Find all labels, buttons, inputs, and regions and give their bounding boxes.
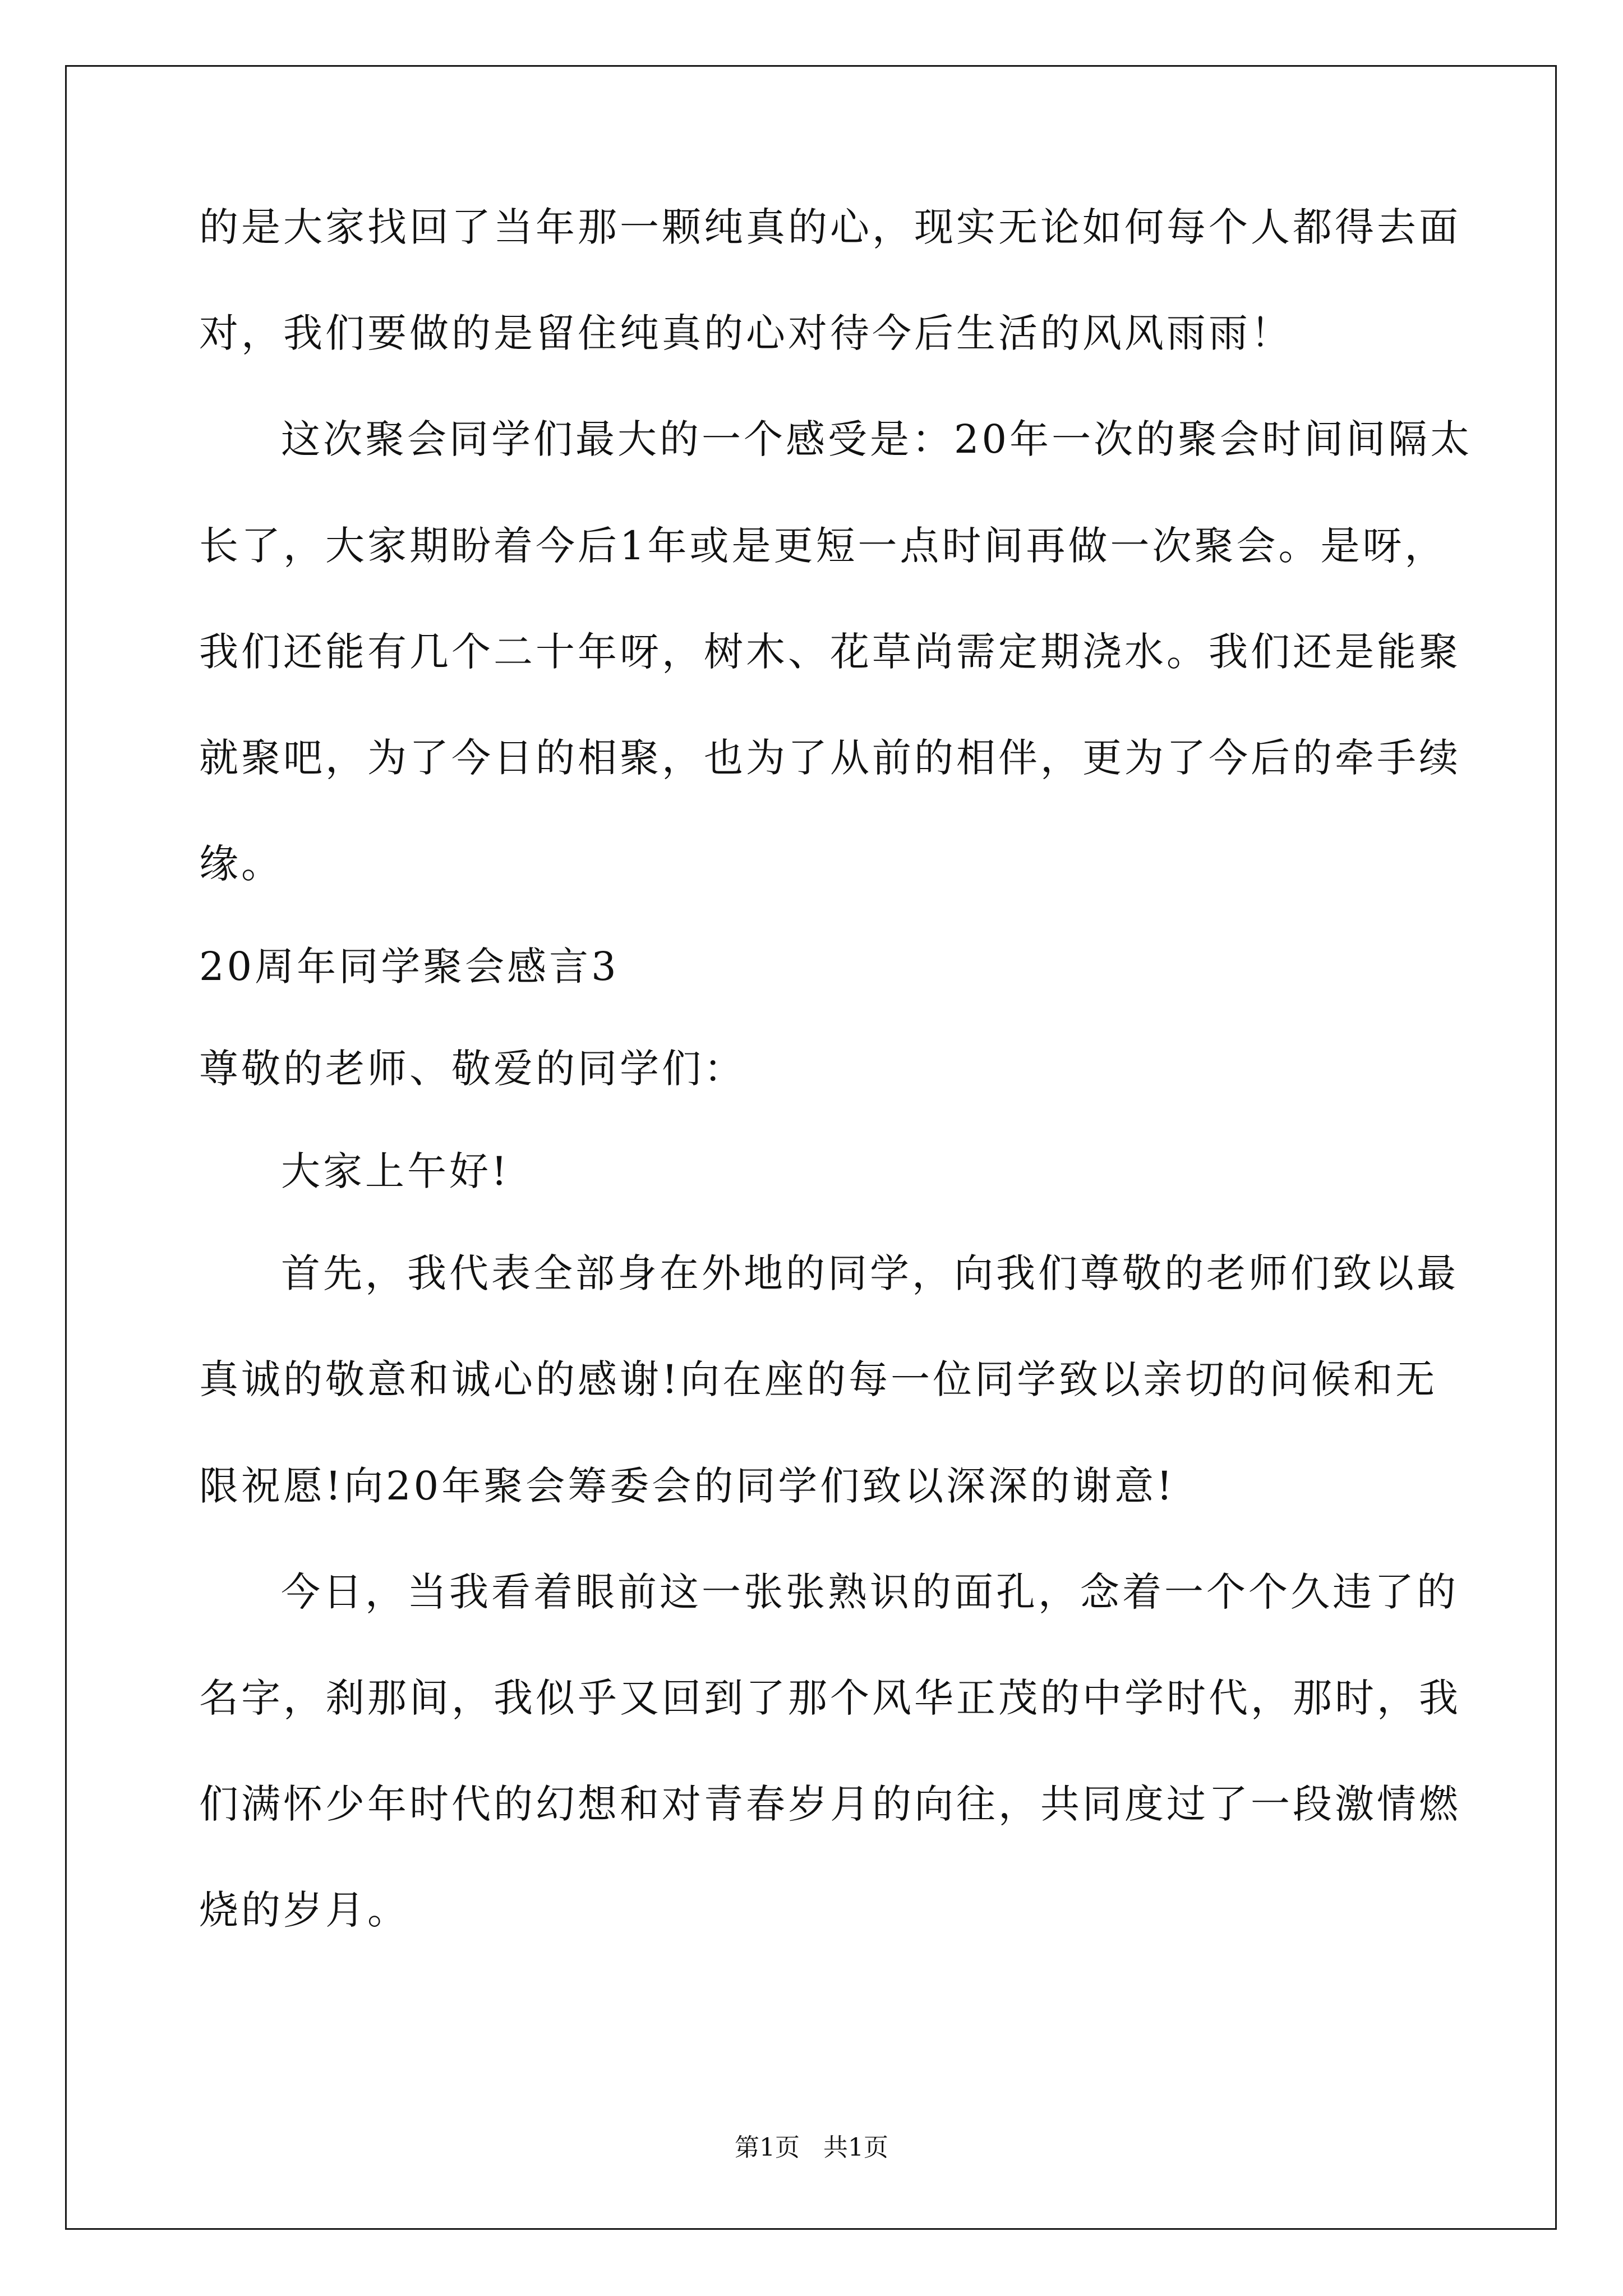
text-line-13: 限祝愿!向20年聚会筹委会的同学们致以深深的谢意! xyxy=(199,1463,1175,1509)
text-line-15: 名字，刹那间，我似乎又回到了那个风华正茂的中学时代，那时，我 xyxy=(199,1675,1461,1721)
text-line-16: 们满怀少年时代的幻想和对青春岁月的向往，共同度过了一段激情燃 xyxy=(199,1781,1461,1827)
text-line-1: 的是大家找回了当年那一颗纯真的心，现实无论如何每个人都得去面 xyxy=(199,204,1461,250)
paragraph-start-line: 这次聚会同学们最大的一个感受是：20年一次的聚会时间间隔太 xyxy=(281,416,1473,462)
page-number-footer: 第1页 共1页 xyxy=(735,2133,888,2162)
text-line-7: 缘。 xyxy=(199,841,283,887)
section-heading: 20周年同学聚会感言3 xyxy=(199,944,619,990)
paragraph-start-line: 首先，我代表全部身在外地的同学，向我们尊敬的老师们致以最 xyxy=(281,1250,1459,1296)
greeting-line: 大家上午好! xyxy=(281,1148,510,1194)
paragraph-start-line: 今日，当我看着眼前这一张张熟识的面孔，念着一个个久违了的 xyxy=(281,1569,1459,1615)
text-line-2: 对，我们要做的是留住纯真的心对待今后生活的风风雨雨！ xyxy=(199,310,1293,356)
text-line-12: 真诚的敬意和诚心的感谢!向在座的每一位同学致以亲切的问候和无 xyxy=(199,1356,1438,1402)
document-body xyxy=(199,204,1473,1933)
text-line-5: 我们还能有几个二十年呀，树木、花草尚需定期浇水。我们还是能聚 xyxy=(199,629,1461,675)
text-line-6: 就聚吧，为了今日的相聚，也为了从前的相伴，更为了今后的牵手续 xyxy=(199,735,1461,781)
text-line-17: 烧的岁月。 xyxy=(199,1887,409,1933)
text-line-4: 长了，大家期盼着今后1年或是更短一点时间再做一次聚会。是呀， xyxy=(199,523,1447,569)
salutation: 尊敬的老师、敬爱的同学们： xyxy=(199,1046,746,1092)
